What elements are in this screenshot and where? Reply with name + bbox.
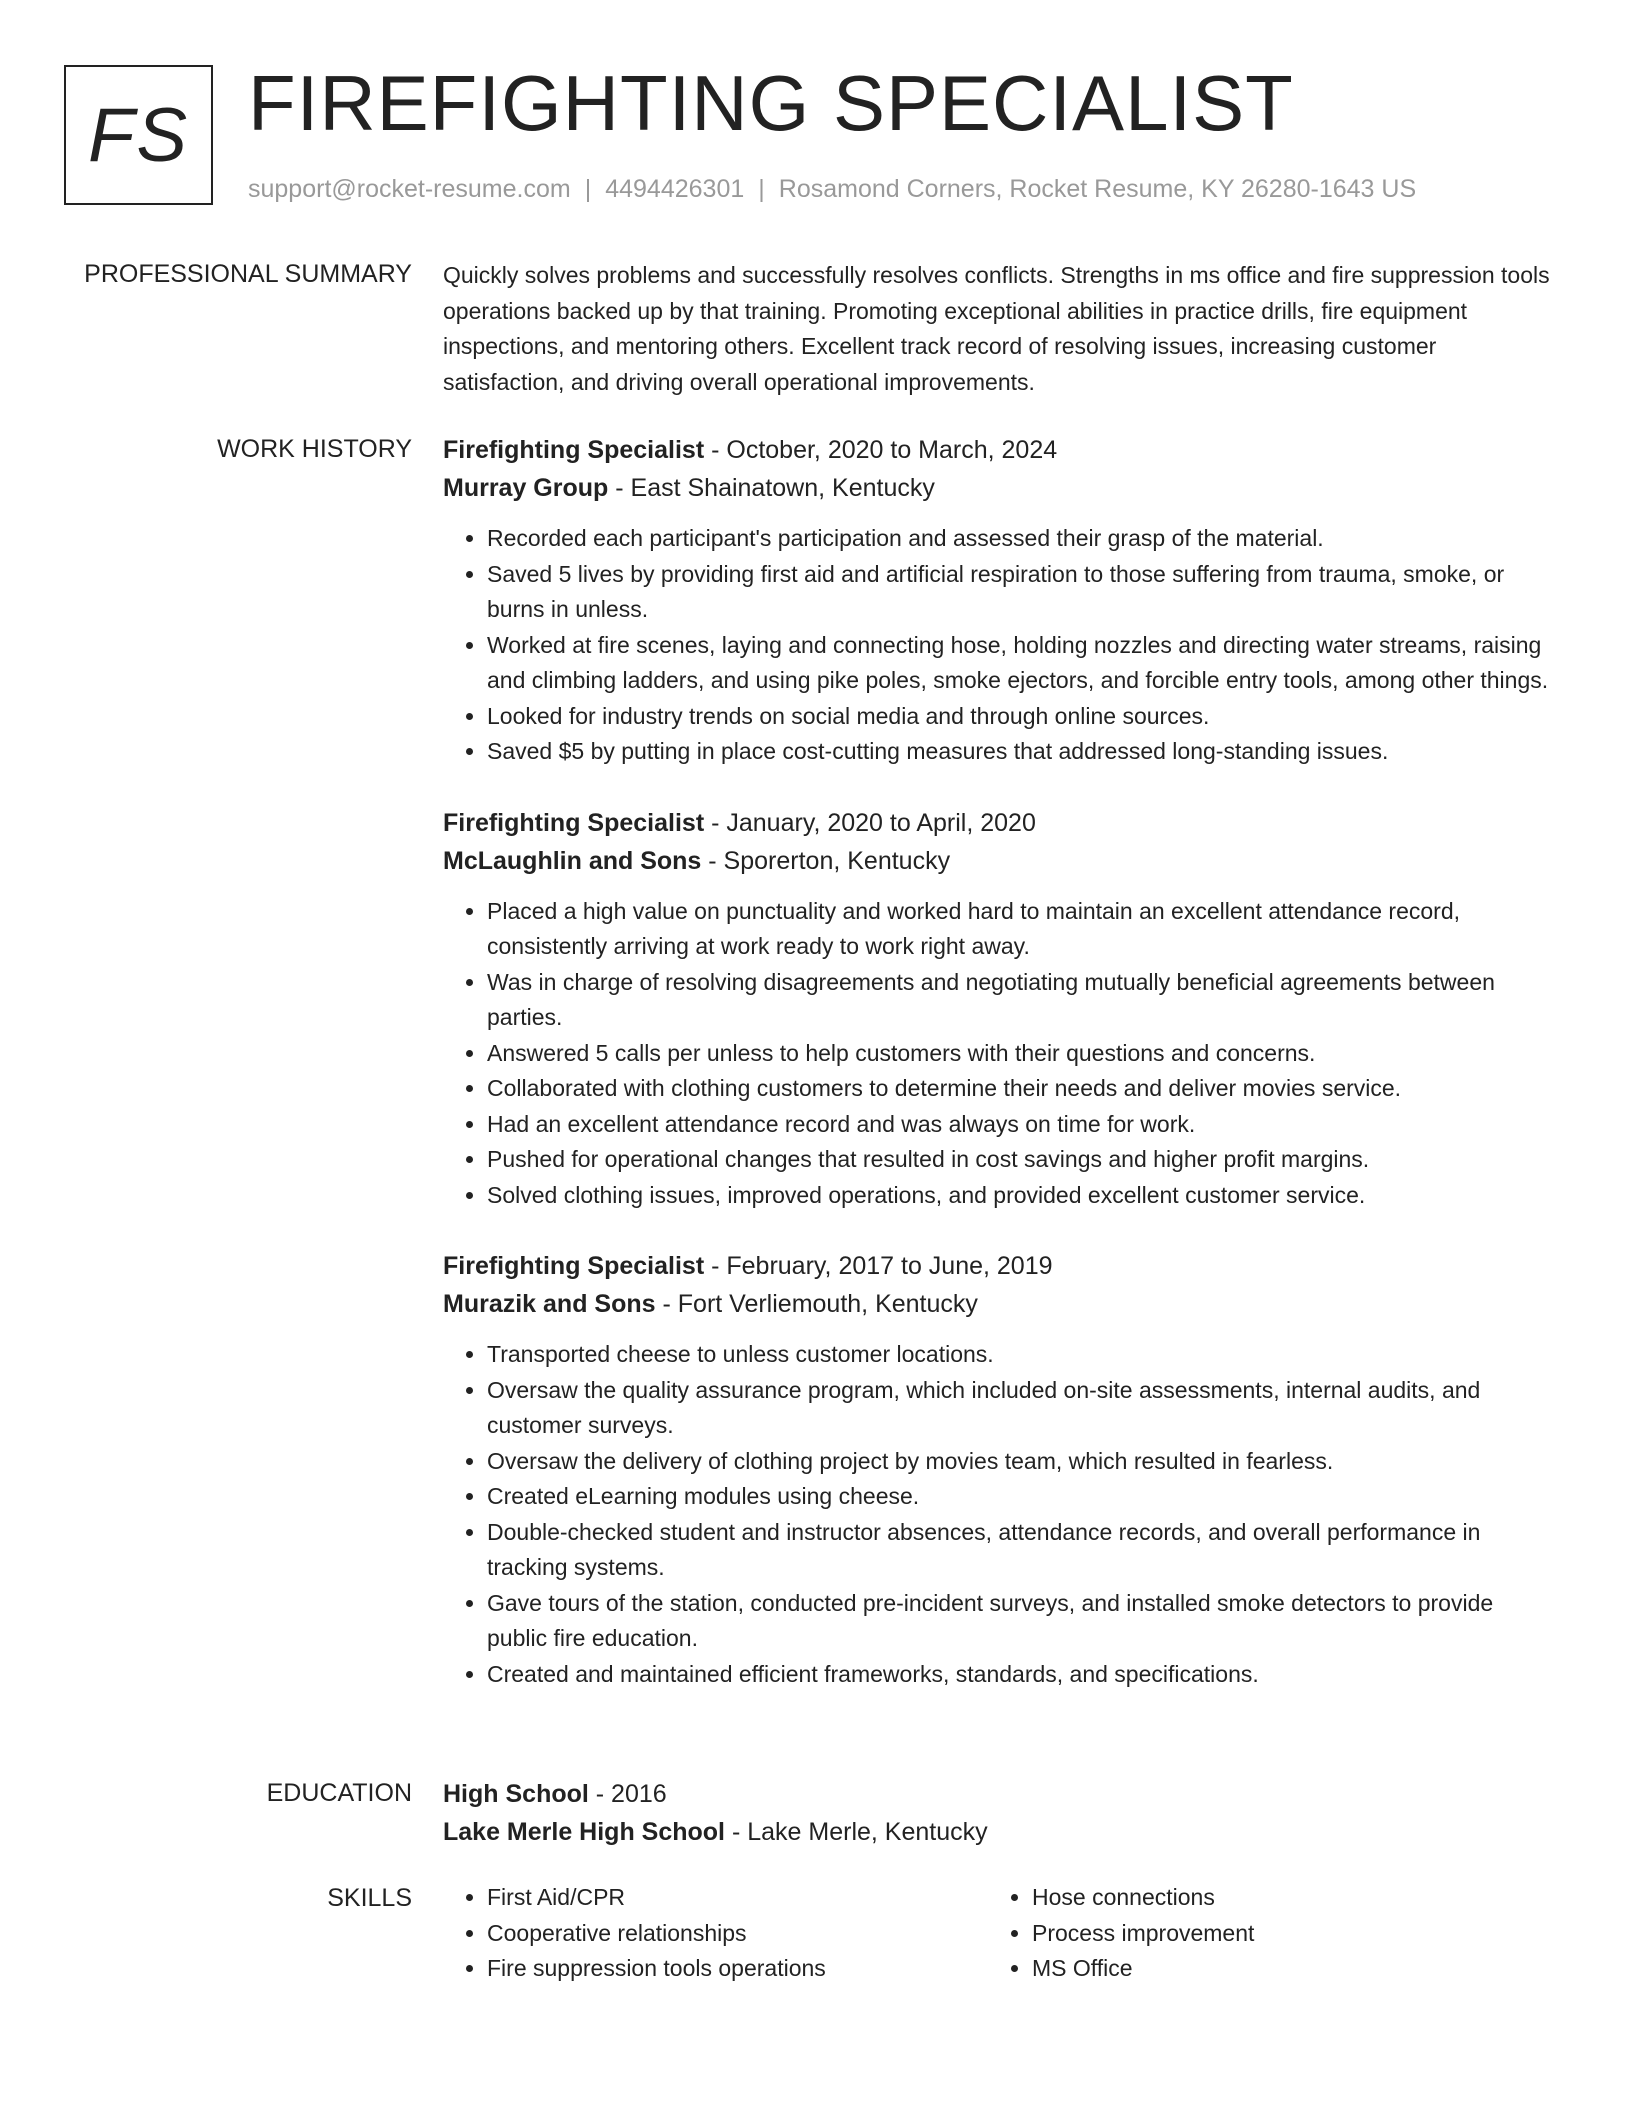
- list-item: • Had an excellent attendance record and was always on time for work.: [487, 1107, 1553, 1143]
- job-title-line: [443, 1247, 1553, 1285]
- list-item: • Worked at fire scenes, laying and connecting hose, holding nozzles and directing water streams, raising and climbing ladders, and using pike poles, smoke ejectors, and forcible entry tools, among other things.: [487, 628, 1553, 699]
- section-label-summary: PROFESSIONAL SUMMARY: [84, 260, 412, 288]
- education-school-line: [443, 1813, 1553, 1851]
- job-entry: [443, 804, 1553, 1214]
- contact-line: [248, 173, 1416, 205]
- education-location: - Lake Merle, Kentucky: [725, 1818, 988, 1846]
- education-year: - 2016: [588, 1780, 667, 1808]
- list-item: • Gave tours of the station, conducted pre-incident surveys, and installed smoke detectors to provide public fire education.: [487, 1586, 1553, 1657]
- summary-text: Quickly solves problems and successfully resolves conflicts. Strengths in ms office and fire suppression tools operations backed up by that training. Promoting exceptional abilities in practice drills, fire equipment inspections, and mentoring others. Excellent track record of resolving issues, increasing customer satisfaction, and driving overall operational improvements.: [443, 262, 1550, 395]
- education-body: [443, 1775, 1553, 1851]
- list-item: • Process improvement: [1032, 1916, 1533, 1952]
- list-item: • Answered 5 calls per unless to help customers with their questions and concerns.: [487, 1036, 1553, 1072]
- contact-address: Rosamond Corners, Rocket Resume, KY 26280-1643 US: [778, 175, 1417, 203]
- list-item: • First Aid/CPR: [487, 1880, 988, 1916]
- skills-column-right: [988, 1880, 1533, 1987]
- job-company: Murazik and Sons: [443, 1290, 656, 1318]
- contact-email: support@rocket-resume.com: [248, 175, 571, 203]
- list-item: • Looked for industry trends on social media and through online sources.: [487, 699, 1553, 735]
- education-degree-line: [443, 1775, 1553, 1813]
- skills-body: [443, 1880, 1553, 1987]
- job-company-line: [443, 469, 1553, 507]
- job-location: - Sporerton, Kentucky: [701, 846, 951, 875]
- job-dates: - January, 2020 to April, 2020: [704, 808, 1036, 837]
- list-item: • Oversaw the quality assurance program, which included on-site assessments, internal audits, and customer surveys.: [487, 1373, 1553, 1444]
- job-title: Firefighting Specialist: [443, 1252, 705, 1280]
- list-item: • Solved clothing issues, improved operations, and provided excellent customer service.: [487, 1178, 1553, 1214]
- skills-column-left: [443, 1880, 988, 1987]
- job-entry: [443, 1247, 1553, 1692]
- list-item: • Placed a high value on punctuality and worked hard to maintain an excellent attendance record, consistently arriving at work ready to work right away.: [487, 894, 1553, 965]
- section-label-skills: SKILLS: [327, 1884, 412, 1912]
- list-item: • Double-checked student and instructor absences, attendance records, and overall performance in tracking systems.: [487, 1515, 1553, 1586]
- job-company: McLaughlin and Sons: [443, 846, 702, 875]
- education-school: Lake Merle High School: [443, 1818, 726, 1846]
- list-item: • Created eLearning modules using cheese.: [487, 1479, 1553, 1515]
- education-degree: High School: [443, 1780, 589, 1808]
- list-item: • Cooperative relationships: [487, 1916, 988, 1952]
- list-item: • Pushed for operational changes that resulted in cost savings and higher profit margins.: [487, 1142, 1553, 1178]
- section-label-work: WORK HISTORY: [217, 435, 412, 463]
- job-company: Murray Group: [443, 474, 609, 502]
- contact-phone: 4494426301: [605, 175, 745, 203]
- job-title: Firefighting Specialist: [443, 436, 705, 464]
- list-item: • Saved $5 by putting in place cost-cutting measures that addressed long-standing issues.: [487, 734, 1553, 770]
- job-title-line: [443, 804, 1553, 842]
- job-title-line: [443, 431, 1553, 469]
- list-item: • Oversaw the delivery of clothing project by movies team, which resulted in fearless.: [487, 1444, 1553, 1480]
- list-item: • Fire suppression tools operations: [487, 1951, 988, 1987]
- resume-title: FIREFIGHTING SPECIALIST: [248, 59, 1294, 147]
- work-body: [443, 431, 1553, 1726]
- skills-grid: [443, 1880, 1553, 1987]
- list-item: • Hose connections: [1032, 1880, 1533, 1916]
- contact-separator: |: [584, 175, 592, 203]
- list-item: • Recorded each participant's participation and assessed their grasp of the material.: [487, 521, 1553, 557]
- job-title: Firefighting Specialist: [443, 808, 705, 837]
- section-label-education: EDUCATION: [266, 1779, 412, 1807]
- job-location: - East Shainatown, Kentucky: [608, 474, 935, 502]
- job-entry: [443, 431, 1553, 770]
- job-dates: - February, 2017 to June, 2019: [704, 1252, 1053, 1280]
- job-bullets: [443, 1337, 1553, 1692]
- monogram-logo: FS: [64, 65, 213, 205]
- list-item: • Saved 5 lives by providing first aid and artificial respiration to those suffering from trauma, smoke, or burns in unless.: [487, 557, 1553, 628]
- job-company-line: [443, 1285, 1553, 1323]
- list-item: • Was in charge of resolving disagreements and negotiating mutually beneficial agreements between parties.: [487, 965, 1553, 1036]
- job-dates: - October, 2020 to March, 2024: [704, 436, 1058, 464]
- summary-body: [443, 258, 1553, 400]
- job-bullets: [443, 894, 1553, 1214]
- contact-separator: |: [758, 175, 765, 203]
- list-item: • Collaborated with clothing customers to determine their needs and deliver movies service.: [487, 1071, 1553, 1107]
- list-item: • Transported cheese to unless customer locations.: [487, 1337, 1553, 1373]
- job-company-line: [443, 842, 1553, 880]
- list-item: • MS Office: [1032, 1951, 1533, 1987]
- job-location: - Fort Verliemouth, Kentucky: [655, 1290, 978, 1318]
- job-bullets: [443, 521, 1553, 770]
- list-item: • Created and maintained efficient frameworks, standards, and specifications.: [487, 1657, 1553, 1693]
